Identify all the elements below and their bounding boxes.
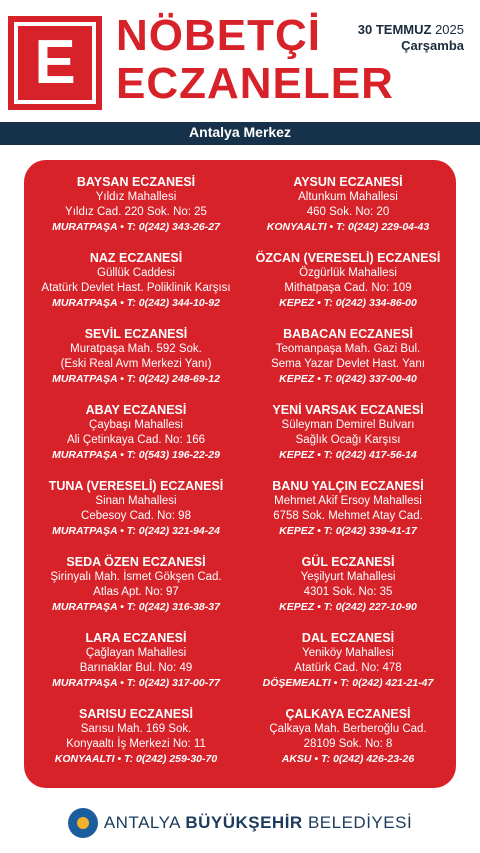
pharmacy-name: BANU YALÇIN ECZANESİ [272,479,424,493]
municipality-seal-icon [68,808,98,838]
pharmacy-address: Altunkum Mahallesi [298,191,398,203]
pharmacy-contact: MURATPAŞA • T: 0(242) 344-10-92 [52,297,220,309]
pharmacy-address: Yeniköy Mahallesi [302,647,394,659]
pharmacy-entry [30,706,242,782]
pharmacy-name: BAYSAN ECZANESİ [76,175,196,189]
footer-municipality-name: ANTALYA BÜYÜKŞEHİR BELEDİYESİ [103,813,413,832]
pharmacy-contact: KEPEZ • T: 0(242) 337-00-40 [279,373,417,385]
pharmacy-entry [30,326,242,402]
divider [0,142,480,145]
pharmacy-address: Ali Çetinkaya Cad. No: 166 [66,434,206,446]
pharmacy-address: Teomanpaşa Mah. Gazi Bul. [275,343,421,355]
pharmacy-contact: MURATPAŞA • T: 0(242) 317-00-77 [52,677,220,689]
pharmacy-column-right [242,174,454,782]
pharmacy-entry [30,478,242,554]
pharmacy-address: Cebesoy Cad. No: 98 [81,510,191,522]
pharmacy-panel [24,160,456,788]
pharmacy-entry [242,402,454,478]
pharmacy-address: Mithatpaşa Cad. No: 109 [284,282,412,294]
pharmacy-name: GÜL ECZANESİ [301,555,395,569]
region-bar: Antalya Merkez [0,122,480,142]
pharmacy-address: Şirinyalı Mah. İsmet Gökşen Cad. [50,571,222,583]
pharmacy-logo-icon [8,16,102,110]
pharmacy-address: Özgürlük Mahallesi [299,267,397,279]
pharmacy-address: 28109 Sok. No: 8 [303,738,393,750]
pharmacy-contact: KONYAALTI • T: 0(242) 229-04-43 [266,221,430,233]
page-title [116,12,394,108]
date-day-month: 30 TEMMUZ [357,22,432,37]
pharmacy-name: SEVİL ECZANESİ [84,327,188,341]
pharmacy-address: Yıldız Mahallesi [95,191,177,203]
pharmacy-address: Çağlayan Mahallesi [85,647,187,659]
pharmacy-name: SEDA ÖZEN ECZANESİ [66,555,206,569]
pharmacy-address: (Eski Real Avm Merkezi Yanı) [60,358,212,370]
pharmacy-contact: AKSU • T: 0(242) 426-23-26 [281,753,415,765]
footer [0,798,480,848]
pharmacy-address: Sağlık Ocağı Karşısı [295,434,401,446]
pharmacy-entry [242,326,454,402]
pharmacy-address: 6758 Sok. Mehmet Atay Cad. [273,510,423,522]
pharmacy-address: 460 Sok. No: 20 [306,206,390,218]
pharmacy-entry [30,402,242,478]
pharmacy-address: Çaybaşı Mahallesi [89,419,183,431]
pharmacy-name: ABAY ECZANESİ [85,403,187,417]
pharmacy-contact: MURATPAŞA • T: 0(242) 248-69-12 [52,373,220,385]
pharmacy-address: Muratpaşa Mah. 592 Sok. [70,343,202,355]
pharmacy-contact: KONYAALTI • T: 0(242) 259-30-70 [54,753,218,765]
pharmacy-entry [242,478,454,554]
pharmacy-contact: MURATPAŞA • T: 0(242) 316-38-37 [52,601,220,613]
pharmacy-address: 4301 Sok. No: 35 [303,586,393,598]
pharmacy-name: BABACAN ECZANESİ [283,327,413,341]
pharmacy-entry [30,630,242,706]
pharmacy-contact: KEPEZ • T: 0(242) 227-10-90 [279,601,417,613]
pharmacy-address: Mehmet Akif Ersoy Mahallesi [274,495,422,507]
pharmacy-entry [242,554,454,630]
pharmacy-name: AYSUN ECZANESİ [293,175,403,189]
pharmacy-name: LARA ECZANESİ [85,631,187,645]
pharmacy-entry [30,554,242,630]
pharmacy-address: Sarısu Mah. 169 Sok. [80,723,192,735]
pharmacy-name: TUNA (VERESELİ) ECZANESİ [48,479,224,493]
title-line-2: ECZANELER [116,59,394,108]
weekday: Çarşamba [401,38,464,53]
pharmacy-address: Sinan Mahallesi [95,495,177,507]
pharmacy-address: Çalkaya Mah. Berberoğlu Cad. [269,723,427,735]
pharmacy-contact: MURATPAŞA • T: 0(543) 196-22-29 [52,449,220,461]
pharmacy-entry [30,250,242,326]
logo-letter: E [18,26,92,100]
pharmacy-name: SARISU ECZANESİ [79,707,193,721]
pharmacy-name: ÇALKAYA ECZANESİ [285,707,411,721]
pharmacy-name: DAL ECZANESİ [301,631,395,645]
pharmacy-address: Sema Yazar Devlet Hast. Yanı [271,358,425,370]
pharmacy-address: Atatürk Cad. No: 478 [294,662,402,674]
pharmacy-address: Yeşilyurt Mahallesi [300,571,396,583]
pharmacy-contact: KEPEZ • T: 0(242) 417-56-14 [279,449,417,461]
pharmacy-contact: KEPEZ • T: 0(242) 334-86-00 [279,297,417,309]
pharmacy-entry [30,174,242,250]
title-line-1: NÖBETÇİ [116,11,321,60]
date-block [358,22,464,54]
pharmacy-address: Atlas Apt. No: 97 [93,586,179,598]
pharmacy-address: Konyaaltı İş Merkezi No: 11 [66,738,206,750]
pharmacy-entry [242,250,454,326]
pharmacy-entry [242,630,454,706]
pharmacy-entry [242,174,454,250]
date-year: 2025 [435,22,464,37]
pharmacy-name: YENİ VARSAK ECZANESİ [272,403,424,417]
pharmacy-address: Barınaklar Bul. No: 49 [79,662,193,674]
header [0,0,480,122]
pharmacy-name: NAZ ECZANESİ [89,251,183,265]
pharmacy-column-left [30,174,242,782]
pharmacy-address: Atatürk Devlet Hast. Poliklinik Karşısı [41,282,231,294]
pharmacy-contact: MURATPAŞA • T: 0(242) 343-26-27 [52,221,220,233]
pharmacy-entry [242,706,454,782]
pharmacy-address: Yıldız Cad. 220 Sok. No: 25 [65,206,207,218]
pharmacy-contact: KEPEZ • T: 0(242) 339-41-17 [279,525,417,537]
pharmacy-contact: DÖŞEMEALTI • T: 0(242) 421-21-47 [262,677,434,689]
pharmacy-address: Güllük Caddesi [97,267,175,279]
pharmacy-address: Süleyman Demirel Bulvarı [281,419,415,431]
pharmacy-name: ÖZCAN (VERESELİ) ECZANESİ [255,251,441,265]
pharmacy-contact: MURATPAŞA • T: 0(242) 321-94-24 [52,525,220,537]
